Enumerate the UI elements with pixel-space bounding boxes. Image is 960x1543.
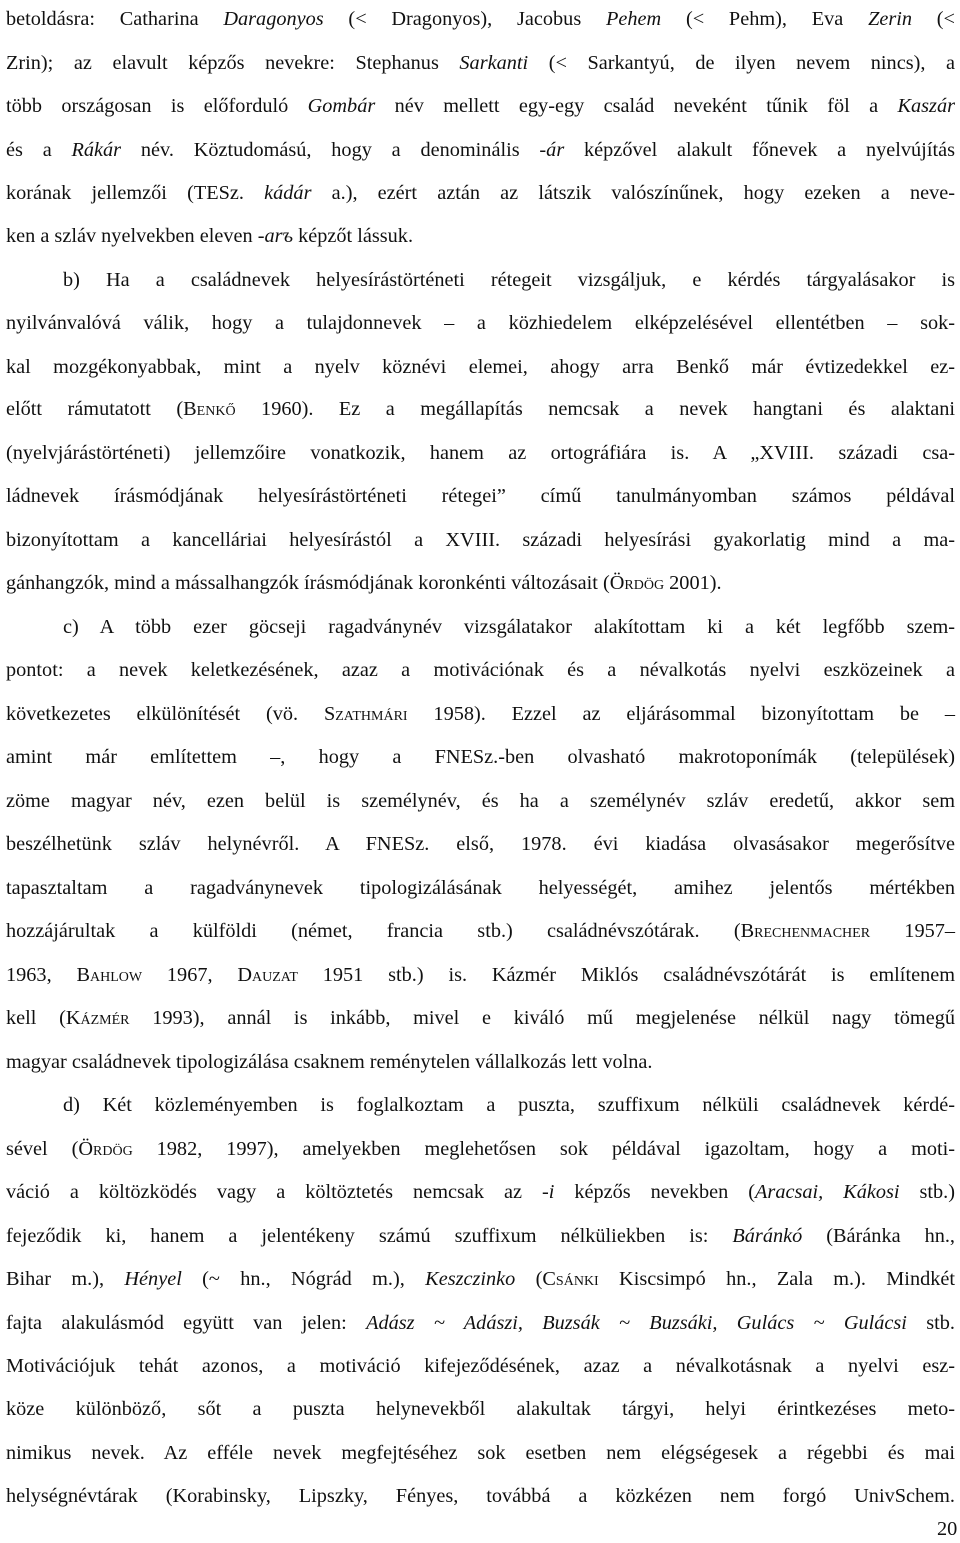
italic-term: Báránkó — [732, 1225, 803, 1247]
text-line — [6, 1308, 955, 1338]
italic-term: Zerin — [868, 8, 913, 30]
text-line — [6, 135, 955, 165]
text-run: képzővel alakult főnevek a nyelvújítás — [564, 139, 955, 161]
text-line — [63, 1090, 955, 1120]
italic-term: Keszczinko — [425, 1268, 516, 1290]
text-line — [6, 568, 955, 598]
author-citation: Ördög — [78, 1138, 133, 1160]
text-run: ( — [515, 1268, 543, 1290]
italic-term: Hényel — [124, 1268, 182, 1290]
text-run: amint már említettem –, hogy a FNESz.-ben olvasható makrotoponímák (települések) — [6, 746, 955, 768]
italic-term: Sarkanti — [459, 52, 529, 74]
text-line — [6, 699, 955, 729]
text-run: 1958). Ezzel az eljárásommal bizonyítottam be – — [407, 703, 955, 725]
text-run: 1951 stb.) is. Kázmér Miklós családnévszótárát is említenem — [297, 964, 955, 986]
text-run: köze különböző, sőt a puszta helynevekből alakultak tárgyi, helyi érintkezéses meto- — [6, 1398, 955, 1420]
text-line — [6, 829, 955, 859]
text-run: (< — [912, 8, 955, 30]
text-run: fejeződik ki, hanem a jelentékeny számú szuffixum nélküliekben is: — [6, 1225, 733, 1247]
text-run: következetes elkülönítését (vö. — [6, 703, 324, 725]
author-citation: Brechenmacher — [740, 920, 871, 942]
text-run: a.), ezért aztán az látszik valószínűnek, hogy ezeken a neve- — [311, 182, 956, 204]
text-run: beszélhetünk szláv helynévről. A FNESz. első, 1978. évi kiadása olvasásakor megerősítve — [6, 833, 955, 855]
text-run: Kiscsimpó hn., Zala m.). Mindkét — [598, 1268, 955, 1290]
text-line — [6, 1003, 955, 1033]
text-run: képzőt lássuk. — [293, 225, 414, 247]
italic-term: -arъ — [257, 225, 294, 247]
text-run: 1967, — [142, 964, 238, 986]
author-citation: Benkő — [183, 398, 236, 420]
italic-term: Adász ~ Adászi, Buzsák ~ Buzsáki, Gulács ~ Gulácsi — [366, 1312, 907, 1334]
text-run: (< Sarkantyú, de ilyen nevem nincs), a — [528, 52, 955, 74]
text-line — [6, 1481, 955, 1511]
text-run: (< Pehm), Eva — [661, 8, 869, 30]
text-run: 1993), annál is inkább, mivel e kiváló mű megjelenése nélkül nagy tömegű — [129, 1007, 955, 1029]
text-run: nyilvánvalóvá válik, hogy a tulajdonnevek – a közhiedelem elképzelésével ellentétben – sok- — [6, 312, 955, 334]
text-line — [6, 1264, 955, 1294]
italic-term: Kaszár — [897, 95, 955, 117]
text-run: d) Két közleményemben is foglalkoztam a puszta, szuffixum nélküli családnevek kérdé- — [63, 1094, 955, 1116]
text-line — [6, 1221, 955, 1251]
text-line — [6, 873, 955, 903]
author-citation: Kázmér — [65, 1007, 130, 1029]
text-line — [6, 1134, 955, 1164]
text-run: Motivációjuk tehát azonos, a motiváció kifejeződésének, azaz a névalkotásnak a nyelvi esz- — [6, 1355, 955, 1377]
text-run: korának jellemzői (TESz. — [6, 182, 265, 204]
text-run: és a — [6, 139, 72, 161]
text-run: (Báránka hn., — [802, 1225, 956, 1247]
text-line — [6, 48, 955, 78]
text-run: 1963, — [6, 964, 77, 986]
text-line — [6, 1177, 955, 1207]
text-line — [6, 525, 955, 555]
text-run: váció a költözködés vagy a költöztetés nemcsak az — [6, 1181, 542, 1203]
text-line — [6, 481, 955, 511]
author-citation: Szathmári — [323, 703, 408, 725]
text-run: 2001). — [664, 572, 722, 594]
text-run: zöme magyar név, ezen belül is személynév, és ha a személynév szláv eredetű, akkor sem — [6, 790, 955, 812]
text-line — [6, 4, 955, 34]
text-run: gánhangzók, mind a mássalhangzók írásmódjának koronkénti változásait ( — [6, 572, 610, 594]
text-run: pontot: a nevek keletkezésének, azaz a motivációnak és a névalkotás nyelvi eszközeinek a — [6, 659, 955, 681]
text-run: hozzájárultak a külföldi (német, francia stb.) családnévszótárak. ( — [6, 920, 741, 942]
text-line — [6, 1351, 955, 1381]
text-run: (nyelvjárástörténeti) jellemzőire vonatkozik, hanem az ortográfiára is. A „XVIII. századi csa- — [6, 442, 955, 464]
text-line — [6, 1438, 955, 1468]
text-run: sével ( — [6, 1138, 79, 1160]
text-line — [6, 394, 955, 424]
text-run: (< Dragonyos), Jacobus — [323, 8, 606, 30]
text-run: stb. — [906, 1312, 955, 1334]
text-run: ken a szláv nyelvekben eleven — [6, 225, 258, 247]
text-line — [6, 178, 955, 208]
text-line — [6, 91, 955, 121]
text-line — [6, 438, 955, 468]
text-line — [63, 265, 955, 295]
author-citation: Ördög — [609, 572, 665, 594]
text-run: bizonyítottam a kancelláriai helyesírástól a XVIII. századi helyesírási gyakorlatig mind a ma- — [6, 529, 955, 551]
text-line — [6, 308, 955, 338]
author-citation: Dauzat — [237, 964, 298, 986]
author-citation: Bahlow — [76, 964, 143, 986]
italic-term: Gombár — [307, 95, 376, 117]
text-line — [6, 960, 955, 990]
text-run: 1960). Ez a megállapítás nemcsak a nevek hangtani és alaktani — [235, 398, 956, 420]
text-run: név. Köztudomású, hogy a denominális — [121, 139, 540, 161]
italic-term: Aracsai, Kákosi — [755, 1181, 900, 1203]
text-run: tapasztaltam a ragadványnevek tipologizálásának helyességét, amihez jelentős mértékben — [6, 877, 955, 899]
text-line — [6, 1047, 955, 1077]
text-line — [6, 1394, 955, 1424]
text-run: betoldásra: Catharina — [6, 8, 224, 30]
italic-term: kádár — [264, 182, 312, 204]
author-citation: Csánki — [542, 1268, 599, 1290]
italic-term: -ár — [539, 139, 565, 161]
text-run: 1957– — [870, 920, 956, 942]
text-run: nimikus nevek. Az efféle nevek megfejtéséhez sok esetben nem elégségesek a régebbi és mai — [6, 1442, 955, 1464]
text-run: képzős nevekben ( — [554, 1181, 756, 1203]
text-run: név mellett egy-egy család neveként tűnik föl a — [375, 95, 898, 117]
text-run: kell ( — [6, 1007, 66, 1029]
text-run: kal mozgékonyabbak, mint a nyelv köznévi elemei, ahogy arra Benkő már évtizedekkel ez- — [6, 356, 955, 378]
italic-term: Daragonyos — [223, 8, 324, 30]
text-line — [6, 742, 955, 772]
text-line — [6, 655, 955, 685]
text-line — [6, 352, 955, 382]
document-page — [6, 0, 958, 1543]
italic-term: Rákár — [71, 139, 122, 161]
text-run: magyar családnevek tipologizálása csaknem reménytelen vállalkozás lett volna. — [6, 1051, 653, 1073]
text-run: b) Ha a családnevek helyesírástörténeti rétegeit vizsgáljuk, e kérdés tárgyalásakor is — [63, 269, 955, 291]
text-run: több országosan is előforduló — [6, 95, 308, 117]
text-line — [6, 221, 955, 251]
text-line — [63, 612, 955, 642]
text-run: (~ hn., Nógrád m.), — [181, 1268, 426, 1290]
text-run: c) A több ezer göcseji ragadványnév vizsgálatakor alakítottam ki a két legfőbb szem- — [63, 616, 955, 638]
text-run: Zrin); az elavult képzős nevekre: Stephanus — [6, 52, 460, 74]
text-run: 1982, 1997), amelyekben meglehetősen sok példával igazoltam, hogy a moti- — [132, 1138, 956, 1160]
text-run: előtt rámutatott ( — [6, 398, 184, 420]
text-line — [6, 916, 955, 946]
text-run: Bihar m.), — [6, 1268, 125, 1290]
text-run: stb.) — [899, 1181, 955, 1203]
text-run: fajta alakulásmód együtt van jelen: — [6, 1312, 367, 1334]
page-number: 20 — [937, 1518, 958, 1540]
italic-term: Pehem — [606, 8, 662, 30]
text-run: ládnevek írásmódjának helyesírástörténeti rétegei” című tanulmányomban számos példával — [6, 485, 955, 507]
text-run: helységnévtárak (Korabinsky, Lipszky, Fényes, továbbá a közkézen nem forgó UnivSchem. — [6, 1485, 955, 1507]
italic-term: -i — [541, 1181, 555, 1203]
text-line — [6, 786, 955, 816]
